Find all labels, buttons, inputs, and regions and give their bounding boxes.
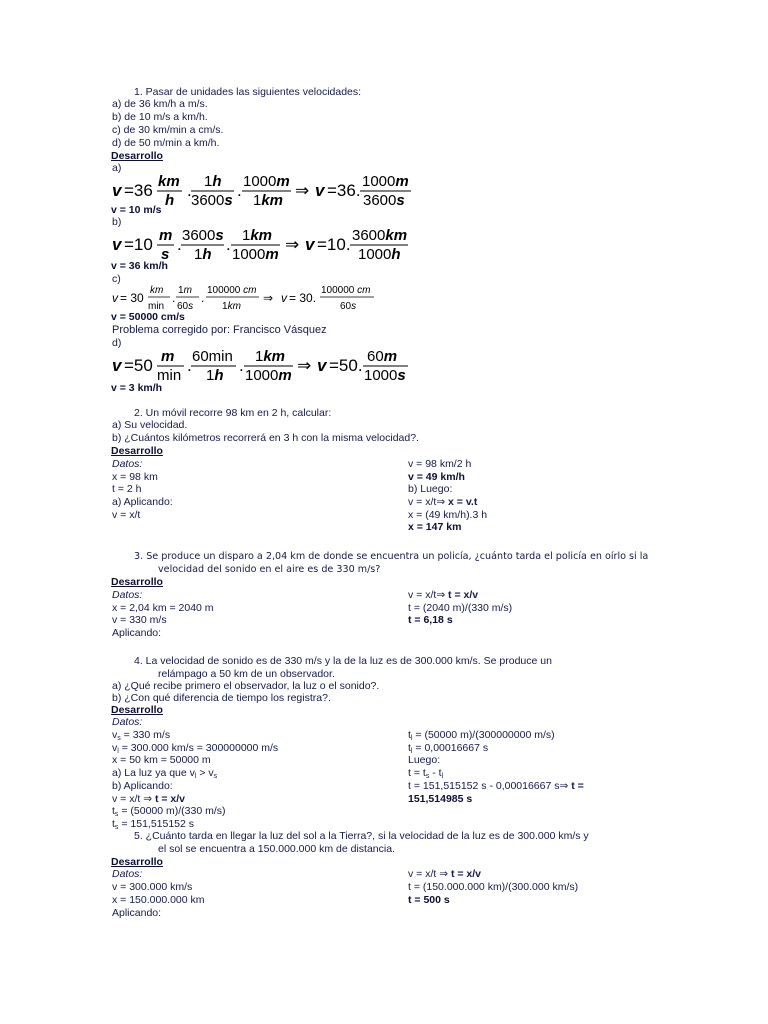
svg-text:100000 cm: 100000 cm: [321, 285, 371, 296]
svg-text:h: h: [165, 192, 175, 209]
svg-text:.: .: [237, 181, 242, 200]
problem-3-heading-line-1: 3. Se produce un disparo a 2,04 km de donde se encuentra un policía, ¿cuánto tarda el policía en oírlo si la: [134, 551, 649, 562]
problem-3-datos: Datos:: [112, 589, 143, 601]
svg-text:60s: 60s: [177, 301, 194, 312]
svg-text:1km: 1km: [255, 348, 286, 365]
problem-2-datos: Datos:: [112, 458, 143, 470]
svg-text:1000m: 1000m: [243, 173, 290, 190]
problem-2-aplicando: a) Aplicando:: [112, 496, 173, 508]
svg-text:1000s: 1000s: [364, 367, 406, 384]
problem-2-step-2: v = x/t⇒ x = v.t: [408, 496, 478, 508]
problem-2-desarrollo: Desarrollo: [111, 445, 163, 457]
problem-1-desarrollo: Desarrollo: [111, 150, 163, 162]
svg-text:.: .: [187, 356, 192, 375]
svg-text:.: .: [172, 291, 176, 305]
problem-5-heading-line-1: 5. ¿Cuánto tarda en llegar la luz del sol a la Tierra?, si la velocidad de la luz es de 300.000 km/s y: [134, 830, 589, 842]
problem-5-datum-x: x = 150.000.000 km: [112, 894, 205, 906]
problem-1-heading: 1. Pasar de unidades las siguientes velocidades:: [134, 86, 362, 98]
equation-d: [108, 347, 428, 385]
svg-text:km: km: [158, 173, 180, 190]
svg-text:min: min: [157, 367, 182, 384]
svg-text:=50: =50: [124, 356, 153, 375]
problem-4-formula: v = x/t ⇒ t = x/v: [112, 793, 186, 805]
svg-text:1h: 1h: [204, 173, 222, 190]
problem-4-luego: Luego:: [408, 754, 441, 766]
svg-text:= 30.: = 30.: [289, 291, 317, 305]
problem-4-item-a: a) ¿Qué recibe primero el observador, la luz o el sonido?.: [112, 680, 380, 692]
svg-text:1h: 1h: [206, 367, 224, 384]
svg-text:3600s: 3600s: [182, 227, 224, 244]
svg-text:⇒: ⇒: [263, 291, 274, 305]
svg-text:v: v: [305, 235, 315, 254]
svg-text:60min: 60min: [192, 348, 233, 365]
problem-2-result-x: x = 147 km: [408, 521, 462, 533]
svg-text:v: v: [112, 181, 122, 200]
problem-3-step-1: v = x/t⇒ t = x/v: [408, 589, 479, 601]
svg-text:m: m: [161, 348, 175, 365]
svg-text:=36: =36: [124, 181, 153, 200]
svg-text:.: .: [239, 356, 244, 375]
svg-text:=10: =10: [124, 235, 153, 254]
result-a: v = 10 m/s: [111, 204, 162, 216]
result-d: v = 3 km/h: [111, 382, 163, 394]
problem-1-label-c: c): [112, 273, 121, 285]
svg-text:1000m: 1000m: [362, 173, 409, 190]
svg-text:1000m: 1000m: [245, 367, 292, 384]
problem-2-datum-x: x = 98 km: [112, 471, 158, 483]
problem-1-item-b: b) de 10 m/s a km/h.: [112, 111, 208, 123]
problem-5-step-1: v = x/t ⇒ t = x/v: [408, 868, 482, 880]
problem-4-result: 151,514985 s: [408, 793, 473, 805]
problem-5-step-2: t = (150.000.000 km)/(300.000 km/s): [408, 881, 579, 893]
svg-text:3600s: 3600s: [191, 192, 233, 209]
svg-text:km: km: [150, 285, 164, 296]
problem-4-heading-line-2: relámpago a 50 km de un observador.: [158, 668, 335, 680]
svg-text:1000h: 1000h: [358, 246, 401, 263]
problem-5-datum-v: v = 300.000 km/s: [112, 881, 193, 893]
problem-4-ts-2: $t_s = 151,515152$ s: [112, 818, 195, 831]
svg-text:v: v: [112, 235, 122, 254]
problem-1-item-d: d) de 50 m/min a km/h.: [112, 137, 220, 149]
problem-3-step-2: t = (2040 m)/(330 m/s): [408, 602, 513, 614]
svg-text:1h: 1h: [194, 246, 212, 263]
problem-2-step-3: x = (49 km/h).3 h: [408, 509, 488, 521]
equation-c: [108, 283, 408, 313]
svg-text:m: m: [159, 227, 173, 244]
svg-text:1km: 1km: [253, 192, 284, 209]
svg-text:v: v: [112, 356, 122, 375]
svg-text:3600s: 3600s: [363, 192, 405, 209]
svg-text:s: s: [161, 246, 170, 263]
problem-4-datum-vl: $v_l = 300.000$ km/s = 300000000 m/s: [112, 742, 279, 755]
problem-4-ts-1: $t_s = (50000$ m)/(330 m/s): [112, 805, 226, 818]
svg-text:⇒: ⇒: [295, 181, 310, 200]
svg-text:v: v: [315, 181, 325, 200]
problem-4-tl-2: $t_l = 0,00016667$ s: [408, 742, 489, 755]
problem-4-item-b: b) ¿Con qué diferencia de tiempo los registra?.: [112, 692, 331, 704]
svg-text:.: .: [177, 235, 182, 254]
svg-text:= 30: = 30: [120, 291, 144, 305]
svg-text:3600km: 3600km: [352, 227, 408, 244]
problem-5-aplicando: Aplicando:: [112, 907, 162, 919]
problem-4-tl-1: $t_l = (50000$ m)/(300000000 m/s): [408, 729, 555, 742]
problem-2-step-1: v = 98 km/2 h: [408, 458, 472, 470]
svg-text:min: min: [148, 301, 165, 312]
problem-4-aplicando: b) Aplicando:: [112, 780, 173, 792]
result-b: v = 36 km/h: [111, 260, 168, 272]
problem-3-desarrollo: Desarrollo: [111, 576, 163, 588]
problem-3-datum-x: x = 2,04 km = 2040 m: [112, 602, 214, 614]
problem-2-item-b: b) ¿Cuántos kilómetros recorrerá en 3 h con la misma velocidad?.: [112, 432, 419, 444]
svg-text:=50.: =50.: [329, 356, 363, 375]
svg-text:1m: 1m: [178, 285, 192, 296]
problem-3-heading-line-2: velocidad del sonido en el aire es de 330 m/s?: [158, 564, 381, 575]
problem-4-desarrollo: Desarrollo: [111, 704, 163, 716]
problem-3-result: t = 6,18 s: [408, 614, 453, 626]
problem-2-heading: 2. Un móvil recorre 98 km en 2 h, calcular:: [134, 407, 332, 419]
svg-text:⇒: ⇒: [285, 235, 300, 254]
problem-4-datum-vs: $v_s = 330$ m/s: [112, 729, 171, 742]
svg-text:.: .: [187, 181, 192, 200]
problem-4-datos: Datos:: [112, 716, 143, 728]
problem-4-calculation: t = 151,515152 s - 0,00016667 s⇒ t =: [408, 780, 584, 792]
problem-5-heading-line-2: el sol se encuentra a 150.000.000 km de distancia.: [158, 843, 395, 855]
problem-1-label-b: b): [112, 216, 122, 228]
problem-4-datum-x: x = 50 km = 50000 m: [112, 754, 211, 766]
svg-text:1000m: 1000m: [232, 246, 279, 263]
problem-4-heading-line-1: 4. La velocidad de sonido es de 330 m/s y la de la luz es de 300.000 km/s. Se produce un: [134, 655, 552, 667]
problem-2-item-a: a) Su velocidad.: [112, 419, 188, 431]
problem-1-item-a: a) de 36 km/h a m/s.: [112, 98, 208, 110]
problem-5-desarrollo: Desarrollo: [111, 856, 163, 868]
svg-text:⇒: ⇒: [297, 356, 312, 375]
svg-text:1km: 1km: [222, 301, 241, 312]
problem-2-formula: v = x/t: [112, 509, 141, 521]
problem-1-item-c: c) de 30 km/min a cm/s.: [112, 124, 224, 136]
svg-text:60s: 60s: [340, 301, 357, 312]
problem-5-datos: Datos:: [112, 868, 143, 880]
svg-text:=36.: =36.: [327, 181, 361, 200]
problem-2-datum-t: t = 2 h: [112, 483, 142, 495]
problem-2-luego: b) Luego:: [408, 483, 453, 495]
problem-3-datum-v: v = 330 m/s: [112, 614, 167, 626]
equation-b: [108, 226, 428, 264]
svg-text:.: .: [201, 291, 205, 305]
svg-text:.: .: [226, 235, 231, 254]
problem-1-label-d: d): [112, 337, 122, 349]
svg-text:100000 cm: 100000 cm: [207, 285, 257, 296]
problem-5-result: t = 500 s: [408, 894, 450, 906]
svg-text:60m: 60m: [367, 348, 398, 365]
svg-text:1km: 1km: [242, 227, 273, 244]
problem-1-label-a: a): [112, 162, 122, 174]
problem-3-aplicando: Aplicando:: [112, 627, 162, 639]
svg-text:v: v: [281, 291, 287, 305]
problem-4-answer-a: a) La luz ya que $v_l > v_s$: [112, 767, 218, 780]
corrected-by-note: Problema corregido por: Francisco Vásquez: [112, 324, 327, 336]
problem-4-difference: $t = t_s - t_l$: [408, 767, 444, 780]
svg-text:=10.: =10.: [317, 235, 351, 254]
result-c: v = 50000 cm/s: [111, 311, 185, 323]
svg-text:v: v: [112, 291, 118, 305]
problem-2-result-v: v = 49 km/h: [408, 471, 465, 483]
svg-text:v: v: [317, 356, 327, 375]
